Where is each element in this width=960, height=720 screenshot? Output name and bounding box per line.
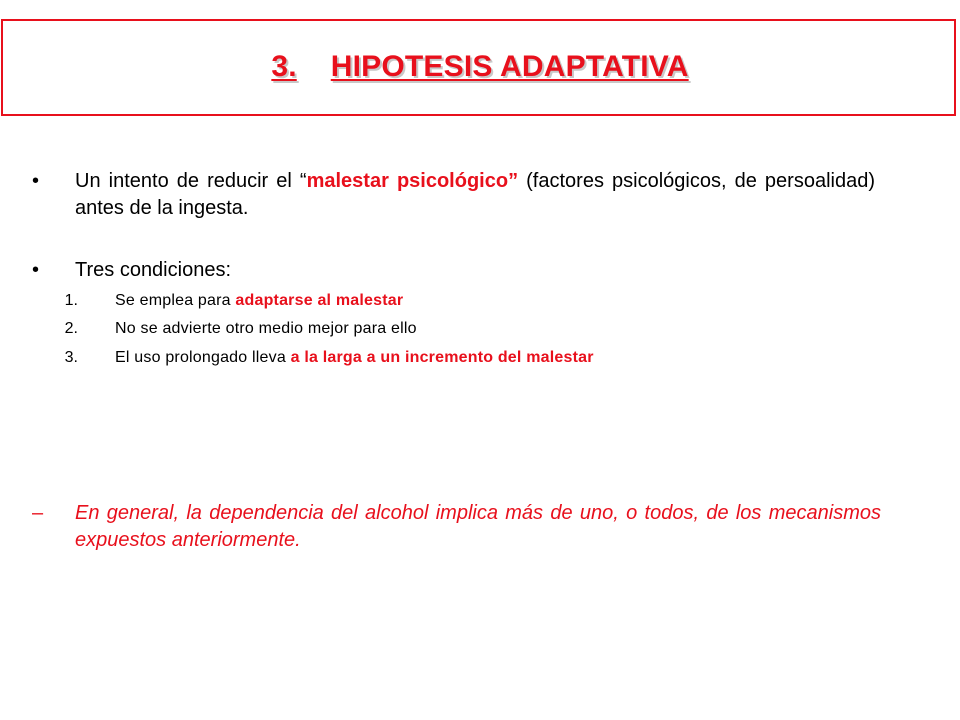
title-number: 3. [271, 50, 297, 83]
condition-text: Se emplea para [115, 292, 236, 309]
condition-item [115, 290, 915, 312]
conclusion-text: En general, la dependencia del alcohol implica más de uno, o todos, de los mecanismos expuestos anteriormente. [75, 502, 881, 551]
bullet-marker: • [32, 170, 40, 192]
condition-number: 1. [64, 292, 78, 309]
title-text: HIPOTESIS ADAPTATIVA [330, 50, 689, 83]
condition-number: 2. [64, 320, 78, 337]
condition-item [115, 347, 915, 369]
bullet-malestar-post: (factores psicológicos, de persoalidad) antes de la ingesta. [75, 170, 875, 219]
condition-item [115, 318, 915, 340]
bullet-tres-condiciones: Tres condiciones: [75, 259, 231, 281]
bullet-malestar-pre: Un intento de reducir el “ [75, 170, 307, 192]
condition-text: No se advierte otro medio mejor para ello [115, 320, 417, 337]
bullet-marker: • [32, 259, 40, 281]
condition-emphasis: a la larga a un incremento del malestar [290, 349, 594, 366]
bullet-malestar [75, 168, 875, 222]
conclusion-dash: – [32, 502, 44, 524]
condition-emphasis: adaptarse al malestar [235, 292, 404, 309]
slide-title [0, 50, 960, 84]
condition-number: 3. [64, 349, 78, 366]
bullet-malestar-close-quote: ” [508, 170, 519, 192]
bullet-malestar-emphasis: malestar psicológico [306, 170, 509, 192]
condition-text: El uso prolongado lleva [115, 349, 291, 366]
